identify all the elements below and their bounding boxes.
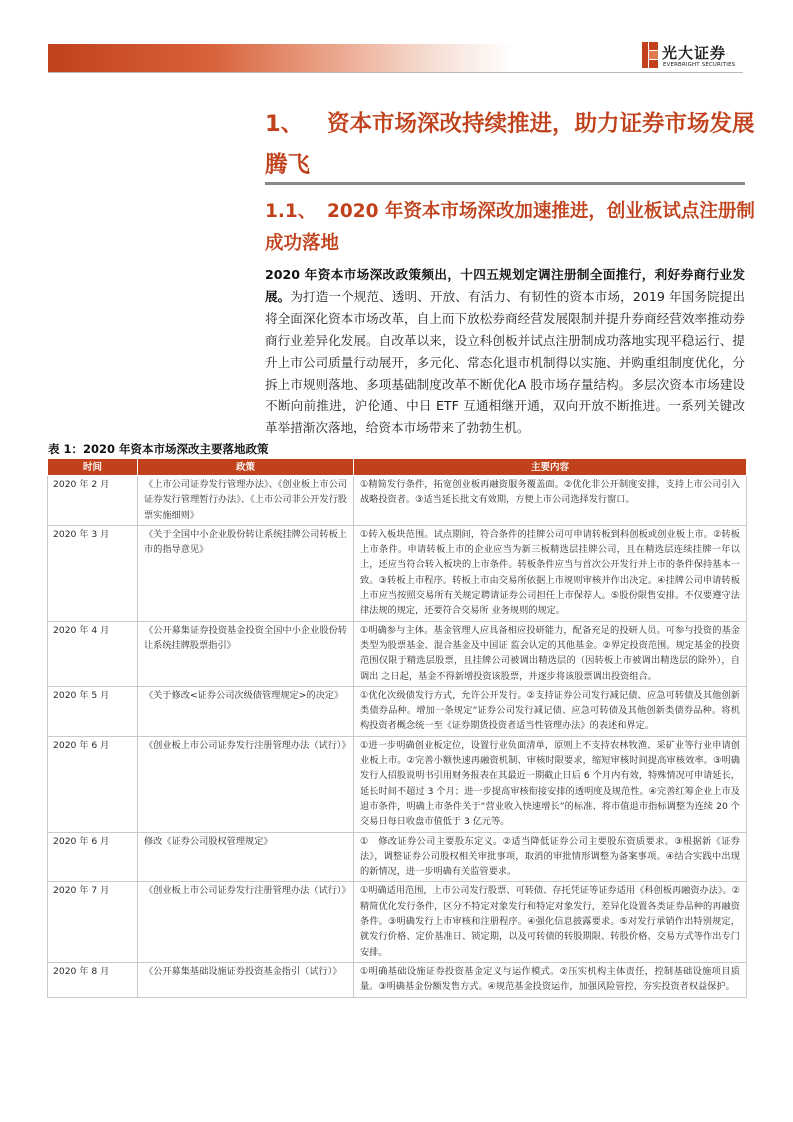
cell-policy: 修改《证券公司股权管理规定》	[138, 832, 354, 882]
cell-content: ①精简发行条件，拓宽创业板再融资服务覆盖面。②优化非公开制度安排，支持上市公司引入战略投资者。③适当延长批文有效期，方便上市公司选择发行窗口。	[354, 476, 747, 526]
cell-content: ①明确基础设施证券投资基金定义与运作模式。②压实机构主体责任，控制基础设施项目质量。③明确基金份额发售方式。④规范基金投资运作，加强风险管控，夯实投资者权益保护。	[354, 962, 747, 997]
paragraph-lead: 2020 年资本市场深改政策频出，十四五规划定调注册制全面推行，利好券商行业发展。	[265, 267, 745, 304]
table-row	[48, 686, 747, 736]
table-row	[48, 962, 747, 997]
table-row	[48, 621, 747, 686]
subsection-title: 2020 年资本市场深改加速推进，创业板试点注册制成功落地	[265, 201, 755, 254]
policy-table	[47, 458, 747, 998]
subsection-number: 1.1、	[265, 201, 317, 222]
table-row	[48, 525, 747, 621]
table-row	[48, 736, 747, 832]
section-title: 资本市场深改持续推进，助力证券市场发展腾飞	[265, 111, 755, 178]
cell-policy: 《关于修改<证券公司次级债管理规定>的决定》	[138, 686, 354, 736]
cell-policy: 《公开募集证券投资基金投资全国中小企业股份转让系统挂牌股票指引》	[138, 621, 354, 686]
body-paragraph	[265, 264, 745, 439]
brand-logo	[642, 40, 752, 74]
table-title: 表 1：2020 年资本市场深改主要落地政策	[48, 442, 269, 456]
table-header-row	[48, 459, 747, 476]
cell-time: 2020 年 5 月	[48, 686, 138, 736]
table-row	[48, 832, 747, 882]
cell-time: 2020 年 6 月	[48, 736, 138, 832]
section-heading-1	[265, 104, 755, 186]
section-number: 1、	[265, 111, 304, 137]
cell-time: 2020 年 3 月	[48, 525, 138, 621]
section-heading-rule	[265, 182, 745, 185]
everbright-logo-icon	[642, 42, 658, 68]
cell-content: ①进一步明确创业板定位，设置行业负面清单，原则上不支持农林牧渔、采矿业等行业申请创业板上市。②完善小额快速再融资机制、审核时限要求，缩短审核时间提高审核效率。③明确发行人招股说明书引用财务报表在其最近一期截止日后 6 个月内有效，特殊情况可申请延长，延长时间不超过 3 个月；进一步提高审核衔接安排的透明度及规范性。④完善红筹企业上市及退市条件，明确上市条件关于“营业收入快速增长”的标准、将市值退市指标调整为连续 20 个交易日每日收盘市值低于 3 亿元等。	[354, 736, 747, 832]
cell-policy: 《上市公司证券发行管理办法》、《创业板上市公司证券发行管理暂行办法》、《上市公司非公开发行股票实施细则》	[138, 476, 354, 526]
column-header-policy: 政策	[138, 459, 354, 476]
cell-time: 2020 年 8 月	[48, 962, 138, 997]
logo-chinese-name: 光大证券	[662, 44, 727, 62]
cell-time: 2020 年 4 月	[48, 621, 138, 686]
cell-content: ① 修改证券公司主要股东定义。②适当降低证券公司主要股东资质要求。③根据新《证券法》，调整证券公司股权相关审批事项，取消的审批情形调整为备案事项。④结合实践中出现的新情况，进一步明确有关监管要求。	[354, 832, 747, 882]
cell-content: ①优化次级债发行方式，允许公开发行。②支持证券公司发行减记债、应急可转债及其他创新类债券品种。增加一条规定“证券公司发行减记债、应急可转债及其他创新类债券品种。将机构投资者概念统一至《证券期货投资者适当性管理办法》的表述和界定。	[354, 686, 747, 736]
table-row	[48, 882, 747, 962]
table-row	[48, 476, 747, 526]
column-header-content: 主要内容	[354, 459, 747, 476]
cell-policy: 《关于全国中小企业股份转让系统挂牌公司转板上市的指导意见》	[138, 525, 354, 621]
cell-policy: 《公开募集基础设施证券投资基金指引（试行）》	[138, 962, 354, 997]
cell-content: ①明确适用范围，上市公司发行股票、可转债、存托凭证等证券适用《科创板再融资办法》。②精简优化发行条件，区分不特定对象发行和特定对象发行，差异化设置各类证券品种的再融资条件。③明确发行上市审核和注册程序。④强化信息披露要求。⑤对发行承销作出特别规定，就发行价格、定价基准日、锁定期，以及可转债的转股期限、转股价格、交易方式等作出专门安排。	[354, 882, 747, 962]
header-divider	[48, 72, 743, 73]
column-header-time: 时间	[48, 459, 138, 476]
page-bottom-margin	[0, 1098, 793, 1122]
cell-policy: 《创业板上市公司证券发行注册管理办法（试行）》	[138, 882, 354, 962]
paragraph-body: 为打造一个规范、透明、开放、有活力、有韧性的资本市场，2019 年国务院提出将全面深化资本市场改革，自上而下放松券商经营发展限制并提升券商经营效率推动券商行业差异化发展。自改革以来，设立科创板并试点注册制成功落地实现平稳运行、提升上市公司质量行动展开，多元化、常态化退市机制得以实施、并购重组制度优化，分拆上市规则落地、多项基础制度改革不断优化A 股市场存量结构。多层次资本市场建设不断向前推进，沪伦通、中日 ETF 互通相继开通，双向开放不断推进。一系列关键改革举措渐次落地，给资本市场带来了勃勃生机。	[265, 288, 745, 436]
header-gradient-bar	[48, 44, 513, 72]
cell-policy: 《创业板上市公司证券发行注册管理办法（试行）》	[138, 736, 354, 832]
cell-content: ①转入板块范围。试点期间，符合条件的挂牌公司可申请转板到科创板或创业板上市。②转板上市条件。申请转板上市的企业应当为新三板精选层挂牌公司，且在精选层连续挂牌一年以上，还应当符合转入板块的上市条件。转板条件应当与首次公开发行并上市的条件保持基本一致。③转板上市程序。转板上市由交易所依据上市规则审核并作出决定。④挂牌公司申请转板上市应当按照交易所有关规定聘请证券公司担任上市保荐人。⑤股份限售安排。不仅要遵守法律法规的规定，还要符合交易所 业务规则的规定。	[354, 525, 747, 621]
logo-english-name: EVERBRIGHT SECURITIES	[663, 62, 736, 68]
section-heading-2	[265, 196, 755, 260]
cell-content: ①明确参与主体。基金管理人应具备相应投研能力，配备充足的投研人员。可参与投资的基金类型为股票基金、混合基金及中国证 监会认定的其他基金。②界定投资范围。规定基金的投资范围仅限于精选层股票，且挂牌公司被调出精选层的（因转板上市被调出精选层的除外），自调出 之日起，基金不得新增投资该股票，并逐步将该股票调出投资组合。	[354, 621, 747, 686]
cell-time: 2020 年 6 月	[48, 832, 138, 882]
cell-time: 2020 年 7 月	[48, 882, 138, 962]
cell-time: 2020 年 2 月	[48, 476, 138, 526]
